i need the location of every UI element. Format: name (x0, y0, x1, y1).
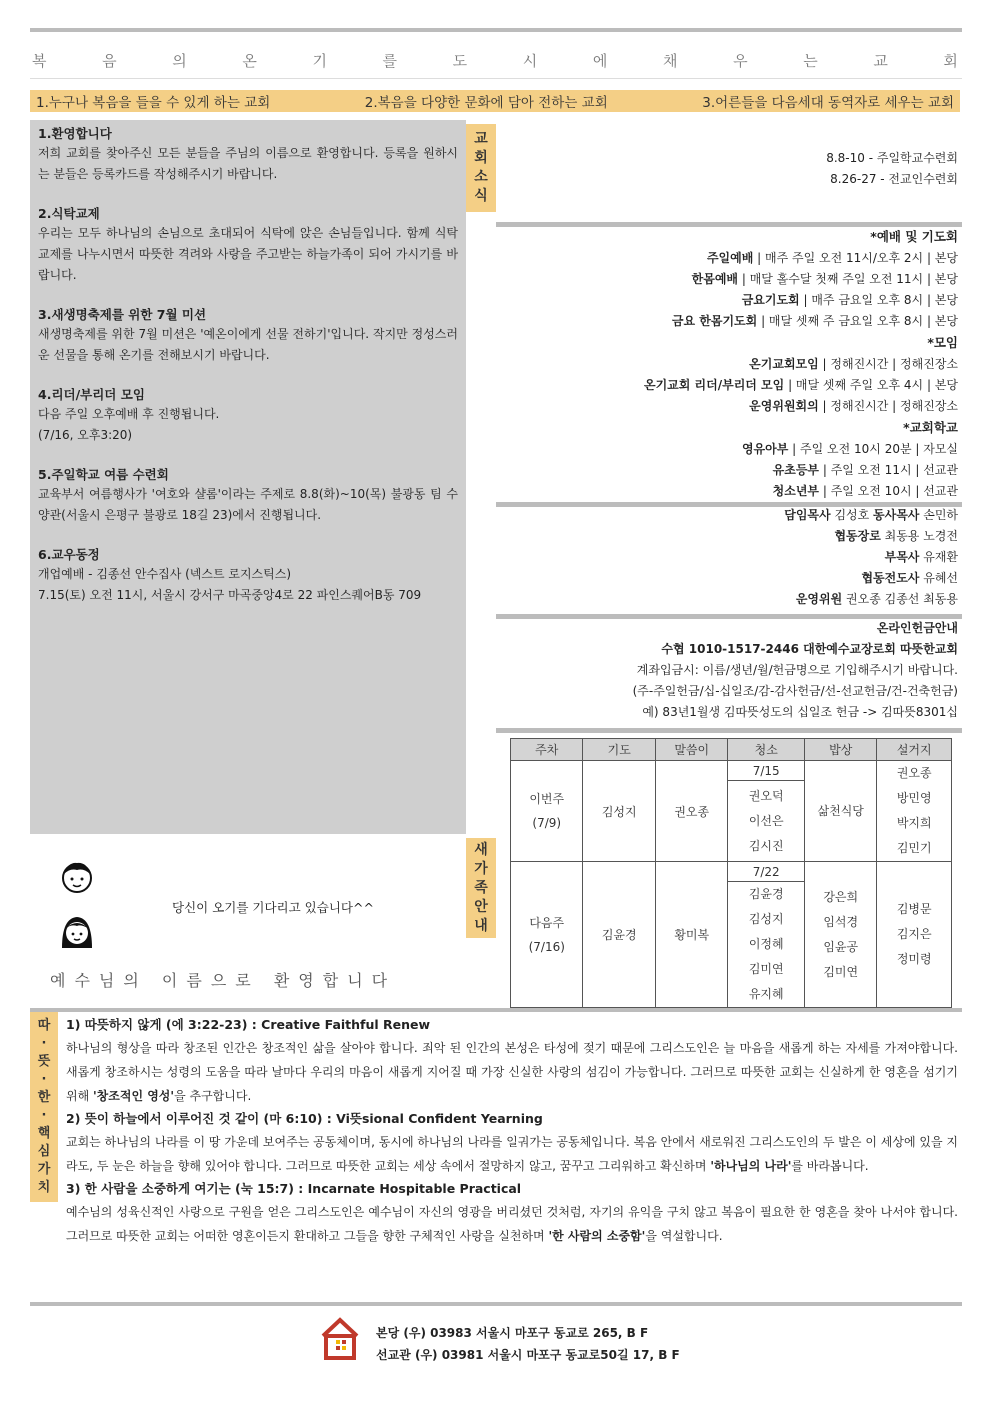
slogan-char: 의 (172, 53, 187, 70)
tab-core-values-char: 따 (37, 1018, 51, 1033)
staff-role: 부목사 (884, 550, 920, 564)
notice-title: 2.식탁교제 (38, 206, 100, 221)
staff-row (784, 589, 958, 610)
clean-date-cell: 7/22 (728, 862, 805, 882)
tab-church-news-char: 회 (474, 150, 488, 166)
clean-name-list (728, 882, 804, 1007)
dish-name: 김병문 (896, 902, 932, 916)
slogan-char: 시 (522, 53, 538, 70)
tab-core-values (30, 1012, 58, 1202)
staff-names: 최동용 노경전 (880, 529, 958, 543)
roster-header: 청소 (728, 739, 805, 761)
meal-name: 김미연 (823, 964, 859, 979)
clean-name: 권오덕 (748, 788, 784, 803)
worship-info: | 정해진시간 | 정해진장소 (818, 357, 958, 371)
clean-name: 이정혜 (748, 937, 784, 951)
tab-newcomer-char: 내 (474, 917, 488, 934)
address-main: 본당 (우) 03983 서울시 마포구 동교로 265, B F (376, 1326, 649, 1340)
dish-name: 방민영 (896, 791, 932, 805)
core-value-text: 을 역설합니다. (645, 1229, 723, 1243)
core-value-emphasis: '창조적인 영성' (93, 1089, 175, 1103)
staff-role: 동사목사 (873, 508, 920, 522)
staff-role: 운영위원 (795, 592, 843, 606)
week-cell (511, 761, 583, 862)
staff-role: 협동전도사 (861, 571, 920, 585)
notice-item (38, 465, 458, 526)
core-value-title: 2) 뜻이 하늘에서 이루어진 것 같이 (마 6:10) : Vi뜻sional Confident Yearning (66, 1111, 543, 1126)
church-house-logo (320, 1316, 360, 1362)
staff-names: 유혜선 (919, 571, 958, 585)
worship-section-heading (644, 226, 958, 248)
core-value-body (66, 1130, 958, 1178)
clean-name: 유지혜 (748, 987, 784, 1001)
schedule-item: 8.8-10 - 주일학교수련회 (826, 151, 958, 165)
slogan-char: 는 (803, 53, 818, 70)
tab-church-news-char: 식 (474, 188, 488, 204)
staff-names: 유재환 (919, 550, 958, 564)
staff-names: 손민하 (919, 508, 958, 522)
notice-title: 3.새생명축제를 위한 7월 미션 (38, 307, 207, 322)
worship-item (644, 311, 958, 332)
roster-header: 밥상 (804, 739, 876, 761)
mission-3: 3.어른들을 다음세대 동역자로 세우는 교회 (702, 95, 954, 111)
worship-item (644, 439, 958, 460)
tab-newcomer-char: 새 (474, 841, 488, 858)
worship-name: 주일예배 (706, 251, 754, 265)
staff-list (784, 505, 958, 610)
worship-item (644, 481, 958, 502)
clean-name: 김성지 (748, 912, 784, 926)
meal-name: 강은희 (823, 889, 859, 904)
core-value-body (66, 1200, 958, 1248)
worship-name: 영유아부 (741, 442, 789, 456)
week-label: 다음주 (529, 915, 565, 930)
offering-account: 수협 1010-1517-2446 대한예수교장로회 따뜻한교회 (661, 642, 958, 656)
core-value-text: 를 바라봅니다. (791, 1159, 869, 1173)
meal-name-list (805, 799, 876, 824)
worship-item (644, 460, 958, 481)
worship-name: 금요 한몸기도회 (671, 314, 758, 328)
worship-name: 온기교회 리더/부리더 모임 (643, 378, 785, 392)
core-value-emphasis: '한 사람의 소중함' (548, 1229, 646, 1243)
mission-bar (30, 90, 960, 112)
dish-name: 김민기 (896, 841, 932, 855)
prayer-cell: 김성지 (583, 761, 655, 862)
section-heading: *교회학교 (903, 420, 958, 435)
staff-names: 김성호 (830, 508, 874, 522)
week-label: 이번주 (529, 792, 565, 806)
worship-info: | 매달 셋째 주 금요일 오후 8시 | 본당 (757, 314, 958, 328)
notice-body: 우리는 모두 하나님의 손님으로 초대되어 식탁에 앉은 손님들입니다. 함께 식탁교제를 나누시면서 따뜻한 격려와 사랑을 주고받는 하늘가족이 되어 가시기를 바랍니다. (38, 226, 458, 282)
core-value-text: 을 추구합니다. (174, 1089, 252, 1103)
worship-item (644, 290, 958, 311)
core-value-title: 1) 따뜻하지 않게 (에 3:22-23) : Creative Faithful Renew (66, 1017, 431, 1032)
worship-info: | 매주 금요일 오후 8시 | 본당 (799, 293, 958, 307)
notice-item (38, 545, 458, 606)
clean-name: 김윤경 (748, 887, 784, 901)
welcome-banner: 예수님의 이름으로 환영합니다 (50, 971, 397, 990)
worship-name: 청소년부 (772, 484, 820, 498)
tab-newcomer (466, 838, 496, 938)
roster-header: 설거지 (877, 739, 952, 761)
worship-item (644, 248, 958, 269)
worship-name: 금요기도회 (741, 293, 800, 307)
worship-item (644, 269, 958, 290)
dish-name-list (877, 761, 951, 861)
roster-header: 기도 (583, 739, 655, 761)
section-heading: *모임 (927, 335, 958, 350)
address-mission-hall: 선교관 (우) 03981 서울시 마포구 동교로50길 17, B F (376, 1348, 680, 1362)
tab-core-values-char: · (41, 1072, 47, 1087)
clean-name: 이선은 (748, 813, 784, 828)
notice-title: 5.주일학교 여름 수련회 (38, 467, 169, 482)
notice-body: 새생명축제를 위한 7월 미션은 '예온이에게 선물 전하기'입니다. 작지만 정성스러운 선물을 통해 온기를 전해보시기 바랍니다. (38, 327, 458, 362)
notices-panel (30, 120, 466, 834)
staff-row (784, 505, 958, 526)
worship-name: 한몸예배 (691, 272, 739, 286)
dish-name: 권오종 (896, 766, 932, 780)
tab-core-values-char: 한 (37, 1090, 51, 1105)
week-date: (7/16) (528, 939, 565, 954)
slogan-char: 도 (452, 53, 468, 70)
mission-1: 1.누구나 복음을 들을 수 있게 하는 교회 (36, 95, 271, 111)
slogan-char: 온 (242, 53, 257, 70)
offering-line: 예) 83년1월생 김따뜻성도의 십일조 헌금 -> 김따뜻8301십 (642, 705, 958, 719)
notice-title: 1.환영합니다 (38, 126, 112, 141)
roster-header: 말씀이 (655, 739, 727, 761)
core-value-body (66, 1036, 958, 1108)
worship-info: | 주일 오전 10시 20분 | 자모실 (788, 442, 958, 456)
slogan-char: 음 (102, 53, 117, 70)
tab-church-news (466, 124, 496, 212)
tab-core-values-char: 뜻 (37, 1054, 51, 1069)
staff-role: 협동장로 (834, 529, 881, 543)
staff-row (784, 568, 958, 589)
staff-role: 담임목사 (784, 508, 831, 522)
slogan-char: 채 (662, 53, 678, 70)
clean-date-cell: 7/15 (728, 761, 805, 781)
slogan-char: 기 (312, 53, 327, 70)
meal-name: 임윤공 (823, 939, 859, 954)
worship-info: | 정해진시간 | 정해진장소 (818, 399, 958, 413)
dish-cell (877, 761, 952, 862)
roster-row (511, 761, 952, 781)
schedule (826, 148, 958, 190)
offering-line: 계좌입금시: 이름/생년/월/헌금명으로 기입해주시기 바랍니다. (636, 663, 958, 677)
core-value-text: 교회는 하나님의 나라를 이 땅 가운데 보여주는 공동체이며, 동시에 하나님의 나라를 일궈가는 공동체입니다. 복음 안에서 새로워진 그리스도인의 두 발은 이 세상에 있을 지라도, 두 눈은 하늘을 향해 있어야 합니다. 그러므로 따뜻한 교회는 세상 속에서 절망하지 않고, 꿈꾸고 그리워하고 확신하며 (66, 1135, 958, 1173)
tab-newcomer-char: 족 (474, 879, 488, 896)
worship-info: | 주일 오전 10시 | 선교관 (819, 484, 958, 498)
word-cell: 권오종 (655, 761, 727, 862)
staff-names: 권오종 김종선 최동용 (842, 592, 958, 606)
dish-name: 정미령 (896, 952, 932, 966)
mission-2: 2.복음을 다양한 문화에 담아 전하는 교회 (364, 95, 608, 111)
worship-info: | 매달 홀수달 첫째 주일 오전 11시 | 본당 (738, 272, 958, 286)
girl-face-icon (60, 914, 94, 952)
prayer-cell: 김윤경 (583, 862, 655, 1008)
notice-body: 개업예배 - 김종선 안수집사 (넥스트 로지스틱스) 7.15(토) 오전 11시, 서울시 강서구 마곡중앙4로 22 파인스퀘어B동 709 (38, 567, 422, 602)
roster-header-row (511, 739, 952, 761)
worship-info: | 매달 셋째 주일 오후 4시 | 본당 (784, 378, 958, 392)
tab-newcomer-char: 안 (474, 898, 488, 915)
roster-header: 주차 (511, 739, 583, 761)
tab-core-values-char: 치 (37, 1180, 51, 1195)
section-heading: *예배 및 기도회 (870, 229, 958, 244)
notice-body: 다음 주일 오후예배 후 진행됩니다. (7/16, 오후3:20) (38, 407, 220, 442)
faces (60, 860, 94, 898)
worship-name: 운영위원회의 (749, 399, 819, 413)
dish-name-list (877, 897, 951, 972)
offering-info (633, 618, 958, 723)
tab-newcomer-char: 가 (474, 860, 488, 877)
core-value-text: 하나님의 형상을 따라 창조된 인간은 창조적인 삶을 살아야 합니다. 죄악 된 인간의 본성은 타성에 젖기 때문에 그리스도인은 늘 마음을 새롭게 하는 자세를 가져야합니다. 새롭게 창조하시는 성령의 도움을 따라 날마다 우리의 마음이 새롭게 지어질 때 가장 신실한 사랑의 섬김이 가능합니다. 그러므로 따뜻한 교회는 신실하게 한 영혼을 섬기기 위해 (66, 1041, 958, 1103)
slogan-char: 를 (382, 53, 398, 70)
meal-name: 삶천식당 (817, 803, 864, 818)
staff-row (784, 547, 958, 568)
slogan-char: 우 (733, 53, 748, 70)
notice-item (38, 305, 458, 366)
worship-info: | 주일 오전 11시 | 선교관 (819, 463, 958, 477)
boy-face-icon (60, 860, 94, 894)
core-value-text: 예수님의 성육신적인 사랑으로 구원을 얻은 그리스도인은 예수님이 자신의 영광을 버리셨던 것처럼, 자기의 유익을 구치 않고 복음이 필요한 한 영혼을 찾아 나서야 합니다. 그러므로 따뜻한 교회는 어떠한 영혼이든지 환대하고 그들을 향한 구체적인 사랑을 실천하며 (66, 1205, 958, 1243)
slogan (32, 46, 958, 74)
tab-core-values-char: · (41, 1108, 47, 1123)
slogan-char: 에 (592, 53, 608, 70)
core-value-title: 3) 한 사람을 소중하게 여기는 (눅 15:7) : Incarnate Hospitable Practical (66, 1181, 522, 1196)
clean-cell (728, 781, 805, 862)
notice-title: 4.리더/부리더 모임 (38, 387, 145, 402)
duty-roster-table (510, 738, 952, 1008)
worship-name: 온기교회모임 (749, 357, 819, 371)
week-date: (7/9) (532, 816, 562, 830)
dish-name: 김지은 (896, 927, 932, 941)
worship-section-heading (644, 332, 958, 354)
offering-line: (주-주일헌금/십-십일조/감-감사헌금/선-선교헌금/건-건축헌금) (632, 684, 958, 698)
core-value-emphasis: '하나님의 나라' (710, 1159, 792, 1173)
clean-cell (728, 882, 805, 1008)
tab-church-news-char: 소 (474, 169, 488, 185)
notice-body: 저희 교회를 찾아주신 모든 분들을 주님의 이름으로 환영합니다. 등록을 원하시는 분들은 등록카드를 작성해주시기 바랍니다. (38, 146, 458, 181)
meal-cell (804, 761, 876, 862)
notice-item (38, 124, 458, 185)
meal-cell (804, 862, 876, 1008)
tab-church-news-char: 교 (474, 131, 488, 147)
clean-name: 김시진 (748, 838, 784, 853)
tab-core-values-char: 핵 (37, 1126, 51, 1141)
worship-item (644, 396, 958, 417)
notice-title: 6.교우동정 (38, 547, 100, 562)
worship-section-heading (644, 417, 958, 439)
roster-row (511, 862, 952, 882)
staff-row (784, 526, 958, 547)
core-values (66, 1014, 958, 1248)
tab-core-values-char: 가 (37, 1162, 51, 1177)
schedule-item: 8.26-27 - 전교인수련회 (830, 172, 958, 186)
notice-item (38, 204, 458, 286)
tab-core-values-char: · (41, 1036, 47, 1051)
slogan-char: 복 (32, 53, 47, 70)
notice-body: 교육부서 여름행사가 '여호와 샬롬'이라는 주제로 8.8(화)~10(목) 불광동 팀 수양관(서울시 은평구 불광로 18길 23)에서 진행됩니다. (38, 487, 458, 522)
waiting-message: 당신이 오기를 기다리고 있습니다^^ (172, 900, 374, 915)
slogan-char: 교 (873, 53, 888, 70)
dish-name: 박지희 (896, 816, 932, 830)
worship-schedule (644, 226, 958, 502)
worship-item (644, 375, 958, 396)
tab-core-values-char: 심 (37, 1144, 51, 1159)
week-cell (511, 862, 583, 1008)
offering-title: 온라인헌금안내 (876, 621, 958, 635)
slogan-char: 회 (943, 53, 958, 70)
meal-name-list (805, 885, 876, 985)
notice-item (38, 385, 458, 446)
worship-item (644, 354, 958, 375)
clean-name: 김미연 (748, 962, 784, 976)
meal-name: 임석경 (823, 914, 859, 929)
clean-name-list (728, 784, 804, 859)
worship-info: | 매주 주일 오전 11시/오후 2시 | 본당 (753, 251, 958, 265)
worship-name: 유초등부 (772, 463, 820, 477)
word-cell: 황미복 (655, 862, 727, 1008)
dish-cell (877, 862, 952, 1008)
